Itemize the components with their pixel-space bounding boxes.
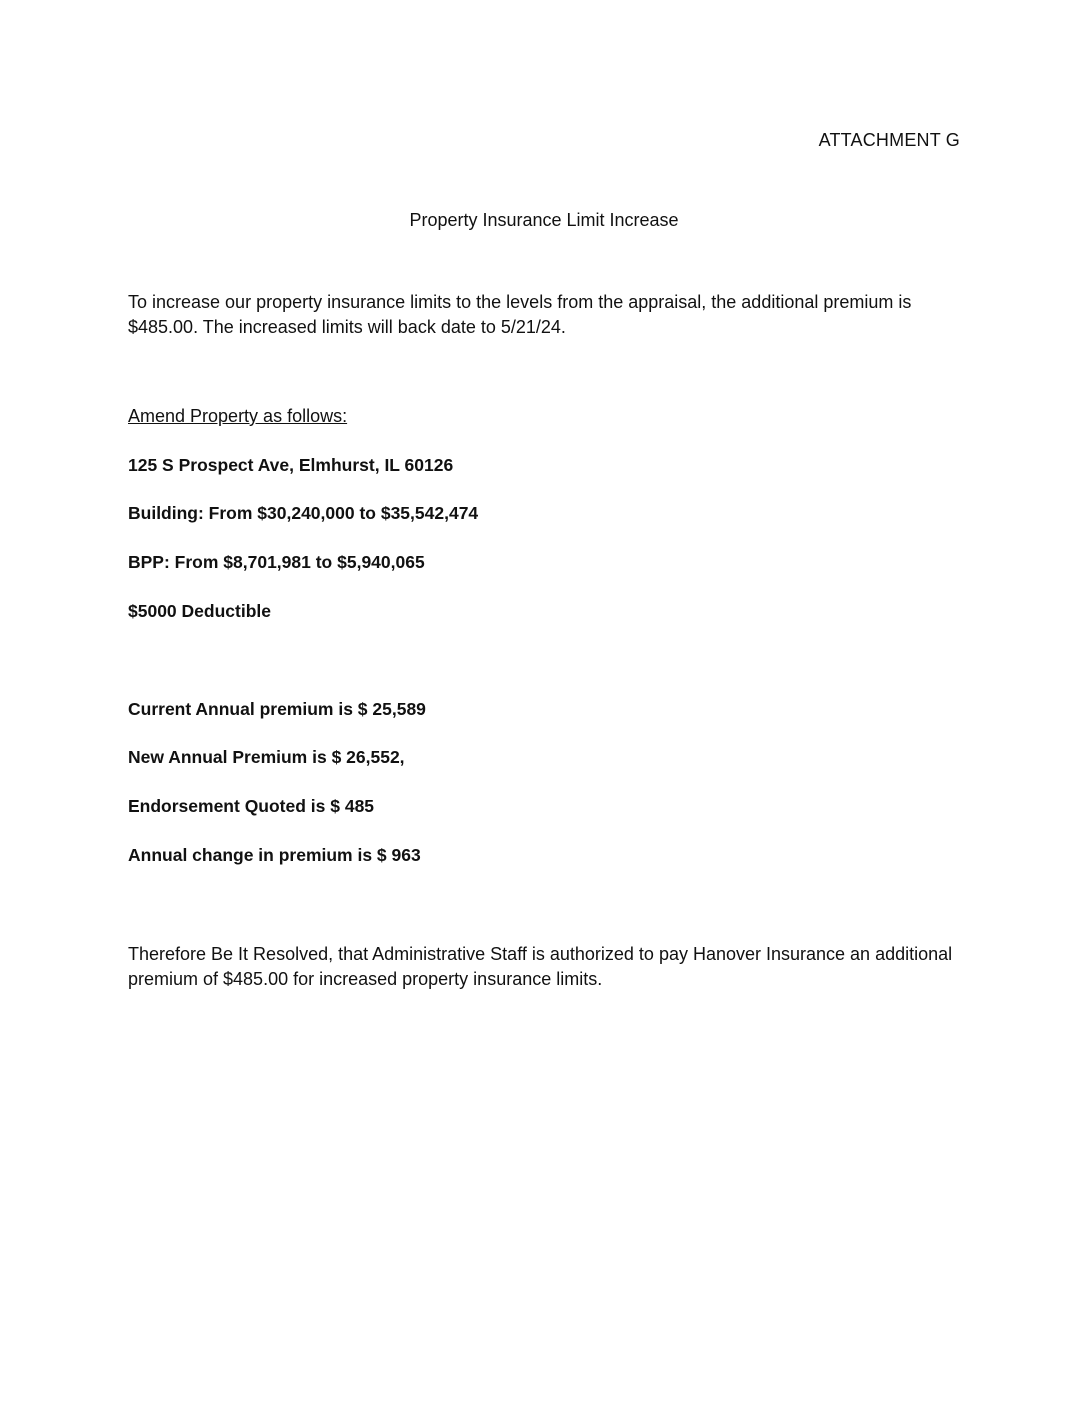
resolution-paragraph: Therefore Be It Resolved, that Administrative Staff is authorized to pay Hanover Insurance an additional premium of $485.00 for increased property insurance limits. xyxy=(128,944,953,989)
bpp-limit: BPP: From $8,701,981 to $5,940,065 xyxy=(128,552,425,572)
current-premium: Current Annual premium is $ 25,589 xyxy=(128,699,426,719)
endorsement-quote: Endorsement Quoted is $ 485 xyxy=(128,796,375,816)
intro-paragraph: To increase our property insurance limits to the levels from the appraisal, the additional premium is $485.00. The increased limits will back date to 5/21/24. xyxy=(128,292,912,337)
page-title: Property Insurance Limit Increase xyxy=(409,210,679,230)
deductible: $5000 Deductible xyxy=(128,601,271,621)
property-address: 125 S Prospect Ave, Elmhurst, IL 60126 xyxy=(128,455,454,475)
annual-change: Annual change in premium is $ 963 xyxy=(128,845,421,865)
attachment-label: ATTACHMENT G xyxy=(818,130,960,150)
amend-heading: Amend Property as follows: xyxy=(128,406,348,426)
new-premium: New Annual Premium is $ 26,552, xyxy=(128,747,405,767)
building-limit: Building: From $30,240,000 to $35,542,474 xyxy=(128,503,479,523)
